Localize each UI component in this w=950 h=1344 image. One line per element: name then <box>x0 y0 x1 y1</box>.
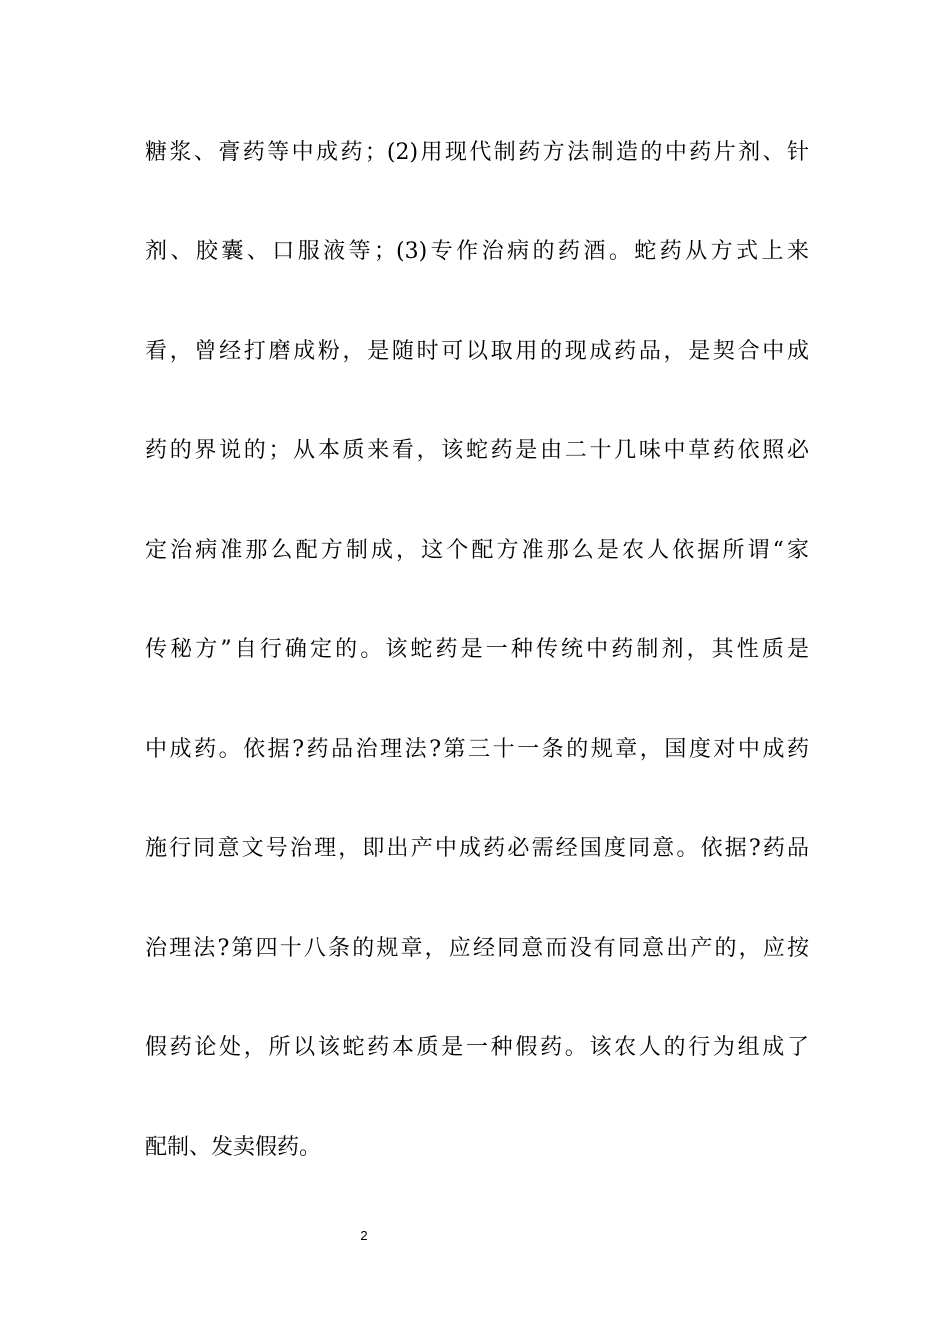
body-text-line-6: 传秘方”自行确定的。该蛇药是一种传统中药制剂，其性质是 <box>145 637 809 662</box>
body-text-line-8: 施行同意文号治理，即出产中成药必需经国度同意。依据?药品 <box>145 836 809 861</box>
page-number: 2 <box>360 1228 368 1243</box>
body-text-line-7: 中成药。依据?药品治理法?第三十一条的规章，国度对中成药 <box>145 737 809 762</box>
body-text-line-4: 药的界说的；从本质来看，该蛇药是由二十几味中草药依照必 <box>145 438 809 463</box>
body-text-line-11: 配制、发卖假药。 <box>145 1135 322 1160</box>
body-text-line-9: 治理法?第四十八条的规章，应经同意而没有同意出产的，应按 <box>145 936 809 961</box>
body-text-line-3: 看，曾经打磨成粉，是随时可以取用的现成药品，是契合中成 <box>145 339 809 364</box>
body-text-line-5: 定治病准那么配方制成，这个配方准那么是农人依据所谓“家 <box>145 538 809 563</box>
body-text-line-1: 糖浆、膏药等中成药；(2)用现代制药方法制造的中药片剂、针 <box>145 140 809 165</box>
body-text-line-10: 假药论处，所以该蛇药本质是一种假药。该农人的行为组成了 <box>145 1035 809 1060</box>
body-text-line-2: 剂、胶囊、口服液等；(3)专作治病的药酒。蛇药从方式上来 <box>145 239 809 264</box>
